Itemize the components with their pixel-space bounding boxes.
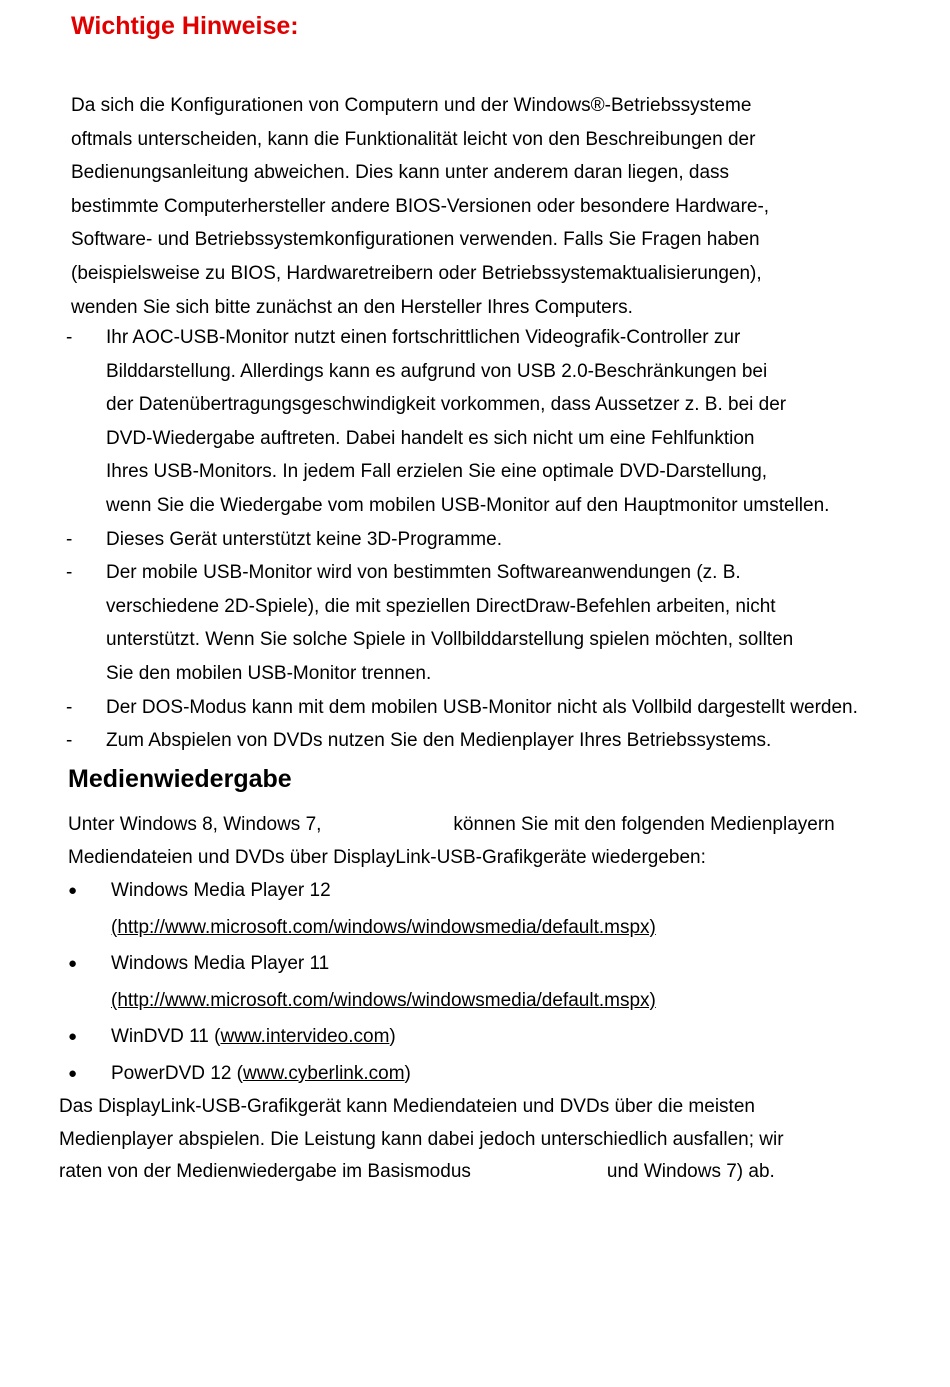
note-item	[0, 724, 950, 758]
media-intro-text: Unter Windows 8, Windows 7,	[68, 814, 322, 835]
note-line: Zum Abspielen von DVDs nutzen Sie den Medienplayer Ihres Betriebssystems.	[106, 730, 772, 752]
intro-line: bestimmte Computerhersteller andere BIOS-Versionen oder besondere Hardware-,	[71, 195, 770, 217]
note-item	[0, 321, 950, 523]
closing-line	[59, 1156, 784, 1189]
dash-marker: -	[66, 562, 73, 584]
player-name-prefix: PowerDVD 12 (	[111, 1062, 243, 1084]
player-item	[0, 946, 950, 1019]
player-link[interactable]: (http://www.microsoft.com/windows/windowsmedia/default.mspx)	[111, 989, 656, 1011]
intro-line: Da sich die Konfigurationen von Computern und der Windows®-Betriebssysteme	[71, 95, 752, 116]
bullet-marker: ●	[68, 1028, 78, 1046]
note-line: Sie den mobilen USB-Monitor trennen.	[106, 662, 432, 684]
dash-marker: -	[66, 528, 73, 550]
note-item	[0, 556, 950, 690]
dash-marker: -	[66, 730, 73, 752]
media-intro-paragraph	[68, 809, 835, 874]
note-line: Ihres USB-Monitors. In jedem Fall erzielen Sie eine optimale DVD-Darstellung,	[106, 461, 768, 483]
bullet-marker: ●	[68, 882, 78, 899]
closing-text: und Windows 7) ab.	[606, 1161, 775, 1182]
note-line: Bilddarstellung. Allerdings kann es aufgrund von USB 2.0-Beschränkungen bei	[106, 360, 768, 382]
player-item	[0, 1019, 950, 1056]
player-name	[111, 1019, 950, 1056]
note-line: unterstützt. Wenn Sie solche Spiele in Vollbilddarstellung spielen möchten, sollten	[106, 629, 794, 651]
closing-line: Das DisplayLink-USB-Grafikgerät kann Mediendateien und DVDs über die meisten	[59, 1096, 755, 1117]
player-name-prefix: WinDVD 11 (	[111, 1026, 221, 1048]
intro-line: Bedienungsanleitung abweichen. Dies kann unter anderem daran liegen, dass	[71, 162, 730, 184]
media-intro-line	[68, 809, 835, 842]
player-link[interactable]: www.intervideo.com	[220, 1026, 390, 1048]
player-name: Windows Media Player 12	[111, 880, 331, 901]
media-intro-text: können Sie mit den folgenden Medienplayern	[453, 814, 835, 835]
intro-line: (beispielsweise zu BIOS, Hardwaretreibern oder Betriebssystemaktualisierungen),	[71, 262, 762, 284]
intro-line: wenden Sie sich bitte zunächst an den Hersteller Ihres Computers.	[71, 296, 633, 318]
closing-line: Medienplayer abspielen. Die Leistung kann dabei jedoch unterschiedlich ausfallen; wir	[59, 1128, 784, 1150]
bullet-marker: ●	[68, 955, 78, 973]
dash-marker: -	[66, 696, 73, 718]
player-name-suffix: )	[389, 1026, 396, 1048]
note-line: Der mobile USB-Monitor wird von bestimmten Softwareanwendungen (z. B.	[106, 562, 741, 584]
note-line: Der DOS-Modus kann mit dem mobilen USB-Monitor nicht als Vollbild dargestellt werden.	[106, 696, 858, 718]
player-item	[0, 1056, 950, 1093]
intro-line: oftmals unterscheiden, kann die Funktionalität leicht von den Beschreibungen der	[71, 128, 756, 150]
note-line: DVD-Wiedergabe auftreten. Dabei handelt es sich nicht um eine Fehlfunktion	[106, 427, 755, 449]
intro-line: Software- und Betriebssystemkonfigurationen verwenden. Falls Sie Fragen haben	[71, 229, 760, 251]
note-line: der Datenübertragungsgeschwindigkeit vorkommen, dass Aussetzer z. B. bei der	[106, 394, 787, 416]
player-name-suffix: )	[404, 1062, 411, 1084]
media-players-list	[0, 873, 950, 1093]
note-item	[0, 523, 950, 557]
note-item	[0, 691, 950, 725]
dash-marker: -	[66, 327, 73, 348]
player-link[interactable]: (http://www.microsoft.com/windows/windowsmedia/default.mspx)	[111, 916, 656, 938]
player-name	[111, 1056, 950, 1093]
note-line: Dieses Gerät unterstützt keine 3D-Programme.	[106, 528, 502, 550]
player-link[interactable]: www.cyberlink.com	[243, 1062, 405, 1084]
media-playback-heading: Medienwiedergabe	[68, 765, 292, 793]
intro-paragraph	[71, 89, 769, 324]
closing-paragraph	[59, 1091, 784, 1189]
player-name: Windows Media Player 11	[111, 953, 330, 975]
media-intro-line: Mediendateien und DVDs über DisplayLink-USB-Grafikgeräte wiedergeben:	[68, 846, 706, 868]
player-item	[0, 873, 950, 946]
note-line: wenn Sie die Wiedergabe vom mobilen USB-Monitor auf den Hauptmonitor umstellen.	[106, 494, 830, 516]
notes-list	[0, 321, 950, 758]
bullet-marker: ●	[68, 1064, 78, 1082]
important-notes-heading: Wichtige Hinweise:	[71, 12, 299, 40]
closing-text: raten von der Medienwiedergabe im Basismodus	[59, 1161, 471, 1182]
note-line: Ihr AOC-USB-Monitor nutzt einen fortschrittlichen Videografik-Controller zur	[106, 327, 741, 348]
note-line: verschiedene 2D-Spiele), die mit speziellen DirectDraw-Befehlen arbeiten, nicht	[106, 595, 776, 617]
